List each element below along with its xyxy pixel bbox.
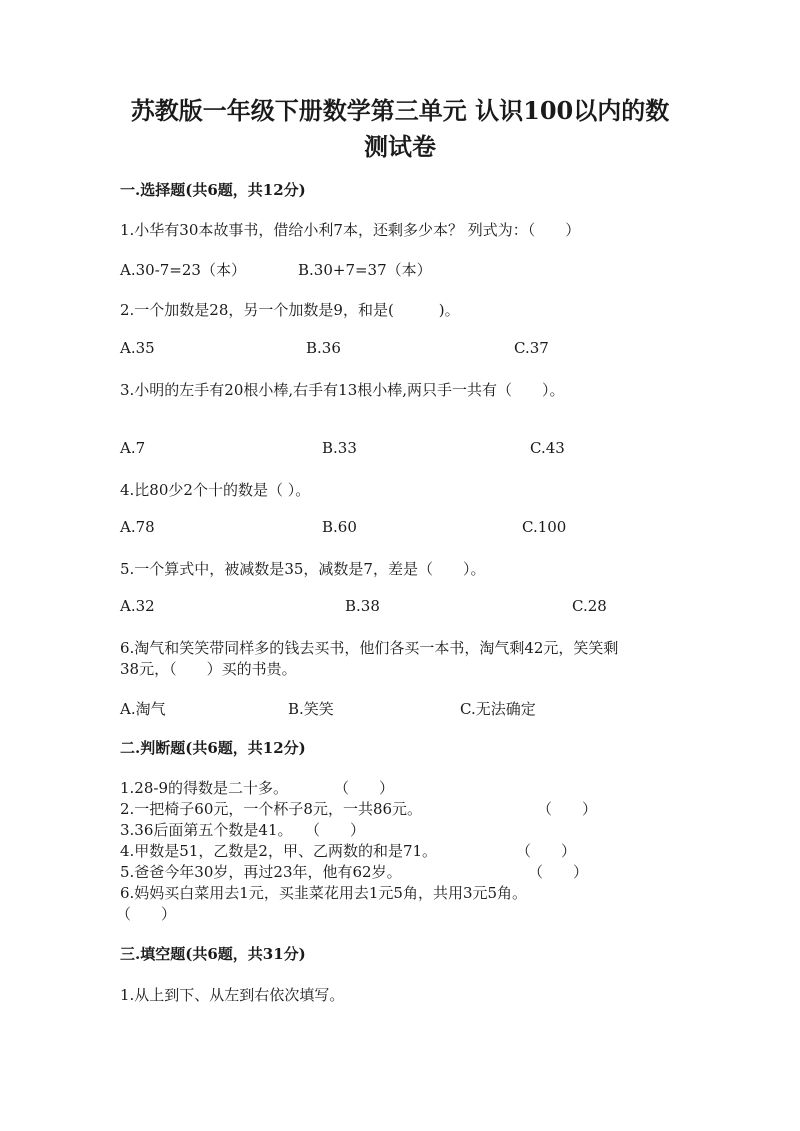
option-b: B.30+7=37（本）: [298, 261, 432, 279]
option-b: B.36: [306, 339, 341, 357]
option-c: C.28: [572, 597, 607, 615]
option-c: C.无法确定: [460, 700, 536, 718]
option-b: B.33: [322, 439, 357, 457]
judge-item-text: 6.妈妈买白菜用去1元，买韭菜花用去1元5角，共用3元5角。: [120, 884, 528, 902]
question-text: 4.比80少2个十的数是（ ）。: [120, 481, 311, 499]
option-c: C.100: [522, 518, 567, 536]
section-heading-fill: 三.填空题(共6题，共31分): [120, 945, 306, 963]
question-text-line-1: 6.淘气和笑笑带同样多的钱去买书，他们各买一本书，淘气剩42元，笑笑剩: [120, 639, 619, 657]
judge-item-text: 3.36后面第五个数是41。: [120, 821, 293, 839]
judge-item-text: 4.甲数是51，乙数是2，甲、乙两数的和是71。: [120, 842, 438, 860]
option-a: A.30-7=23（本）: [120, 261, 246, 279]
answer-blank[interactable]: （ ）: [528, 863, 589, 881]
page-title-line-1: 苏教版一年级下册数学第三单元 认识100以内的数: [130, 96, 670, 125]
question-text: 2.一个加数是28，另一个加数是9，和是( )。: [120, 301, 460, 319]
section-heading-judge: 二.判断题(共6题，共12分): [120, 739, 306, 757]
option-a: A.35: [120, 339, 155, 357]
option-a: A.淘气: [120, 700, 166, 718]
option-a: A.32: [120, 597, 155, 615]
option-c: C.43: [530, 439, 565, 457]
judge-item-text: 5.爸爸今年30岁，再过23年，他有62岁。: [120, 863, 402, 881]
answer-blank[interactable]: （ ）: [116, 905, 177, 923]
question-text: 1.小华有30本故事书，借给小利7本，还剩多少本？ 列式为：（ ）: [120, 221, 581, 239]
option-a: A.7: [120, 439, 146, 457]
judge-item-text: 2.一把椅子60元，一个杯子8元，一共86元。: [120, 800, 423, 818]
answer-blank[interactable]: （ ）: [334, 779, 395, 797]
question-text: 5.一个算式中，被减数是35，减数是7，差是（ ）。: [120, 560, 486, 578]
option-b: B.笑笑: [288, 700, 334, 718]
judge-item-text: 1.28-9的得数是二十多。: [120, 779, 289, 797]
page-title-line-2: 测试卷: [364, 132, 436, 161]
option-b: B.60: [322, 518, 357, 536]
option-a: A.78: [120, 518, 155, 536]
section-heading-choice: 一.选择题(共6题，共12分): [120, 181, 306, 199]
answer-blank[interactable]: （ ）: [537, 800, 598, 818]
question-text-line-2: 38元，（ ）买的书贵。: [120, 660, 297, 678]
answer-blank[interactable]: （ ）: [305, 821, 366, 839]
question-text: 3.小明的左手有20根小棒,右手有13根小棒,两只手一共有（ ）。: [120, 381, 565, 399]
option-c: C.37: [514, 339, 549, 357]
option-b: B.38: [345, 597, 380, 615]
question-text: 1.从上到下、从左到右依次填写。: [120, 986, 345, 1004]
answer-blank[interactable]: （ ）: [516, 842, 577, 860]
